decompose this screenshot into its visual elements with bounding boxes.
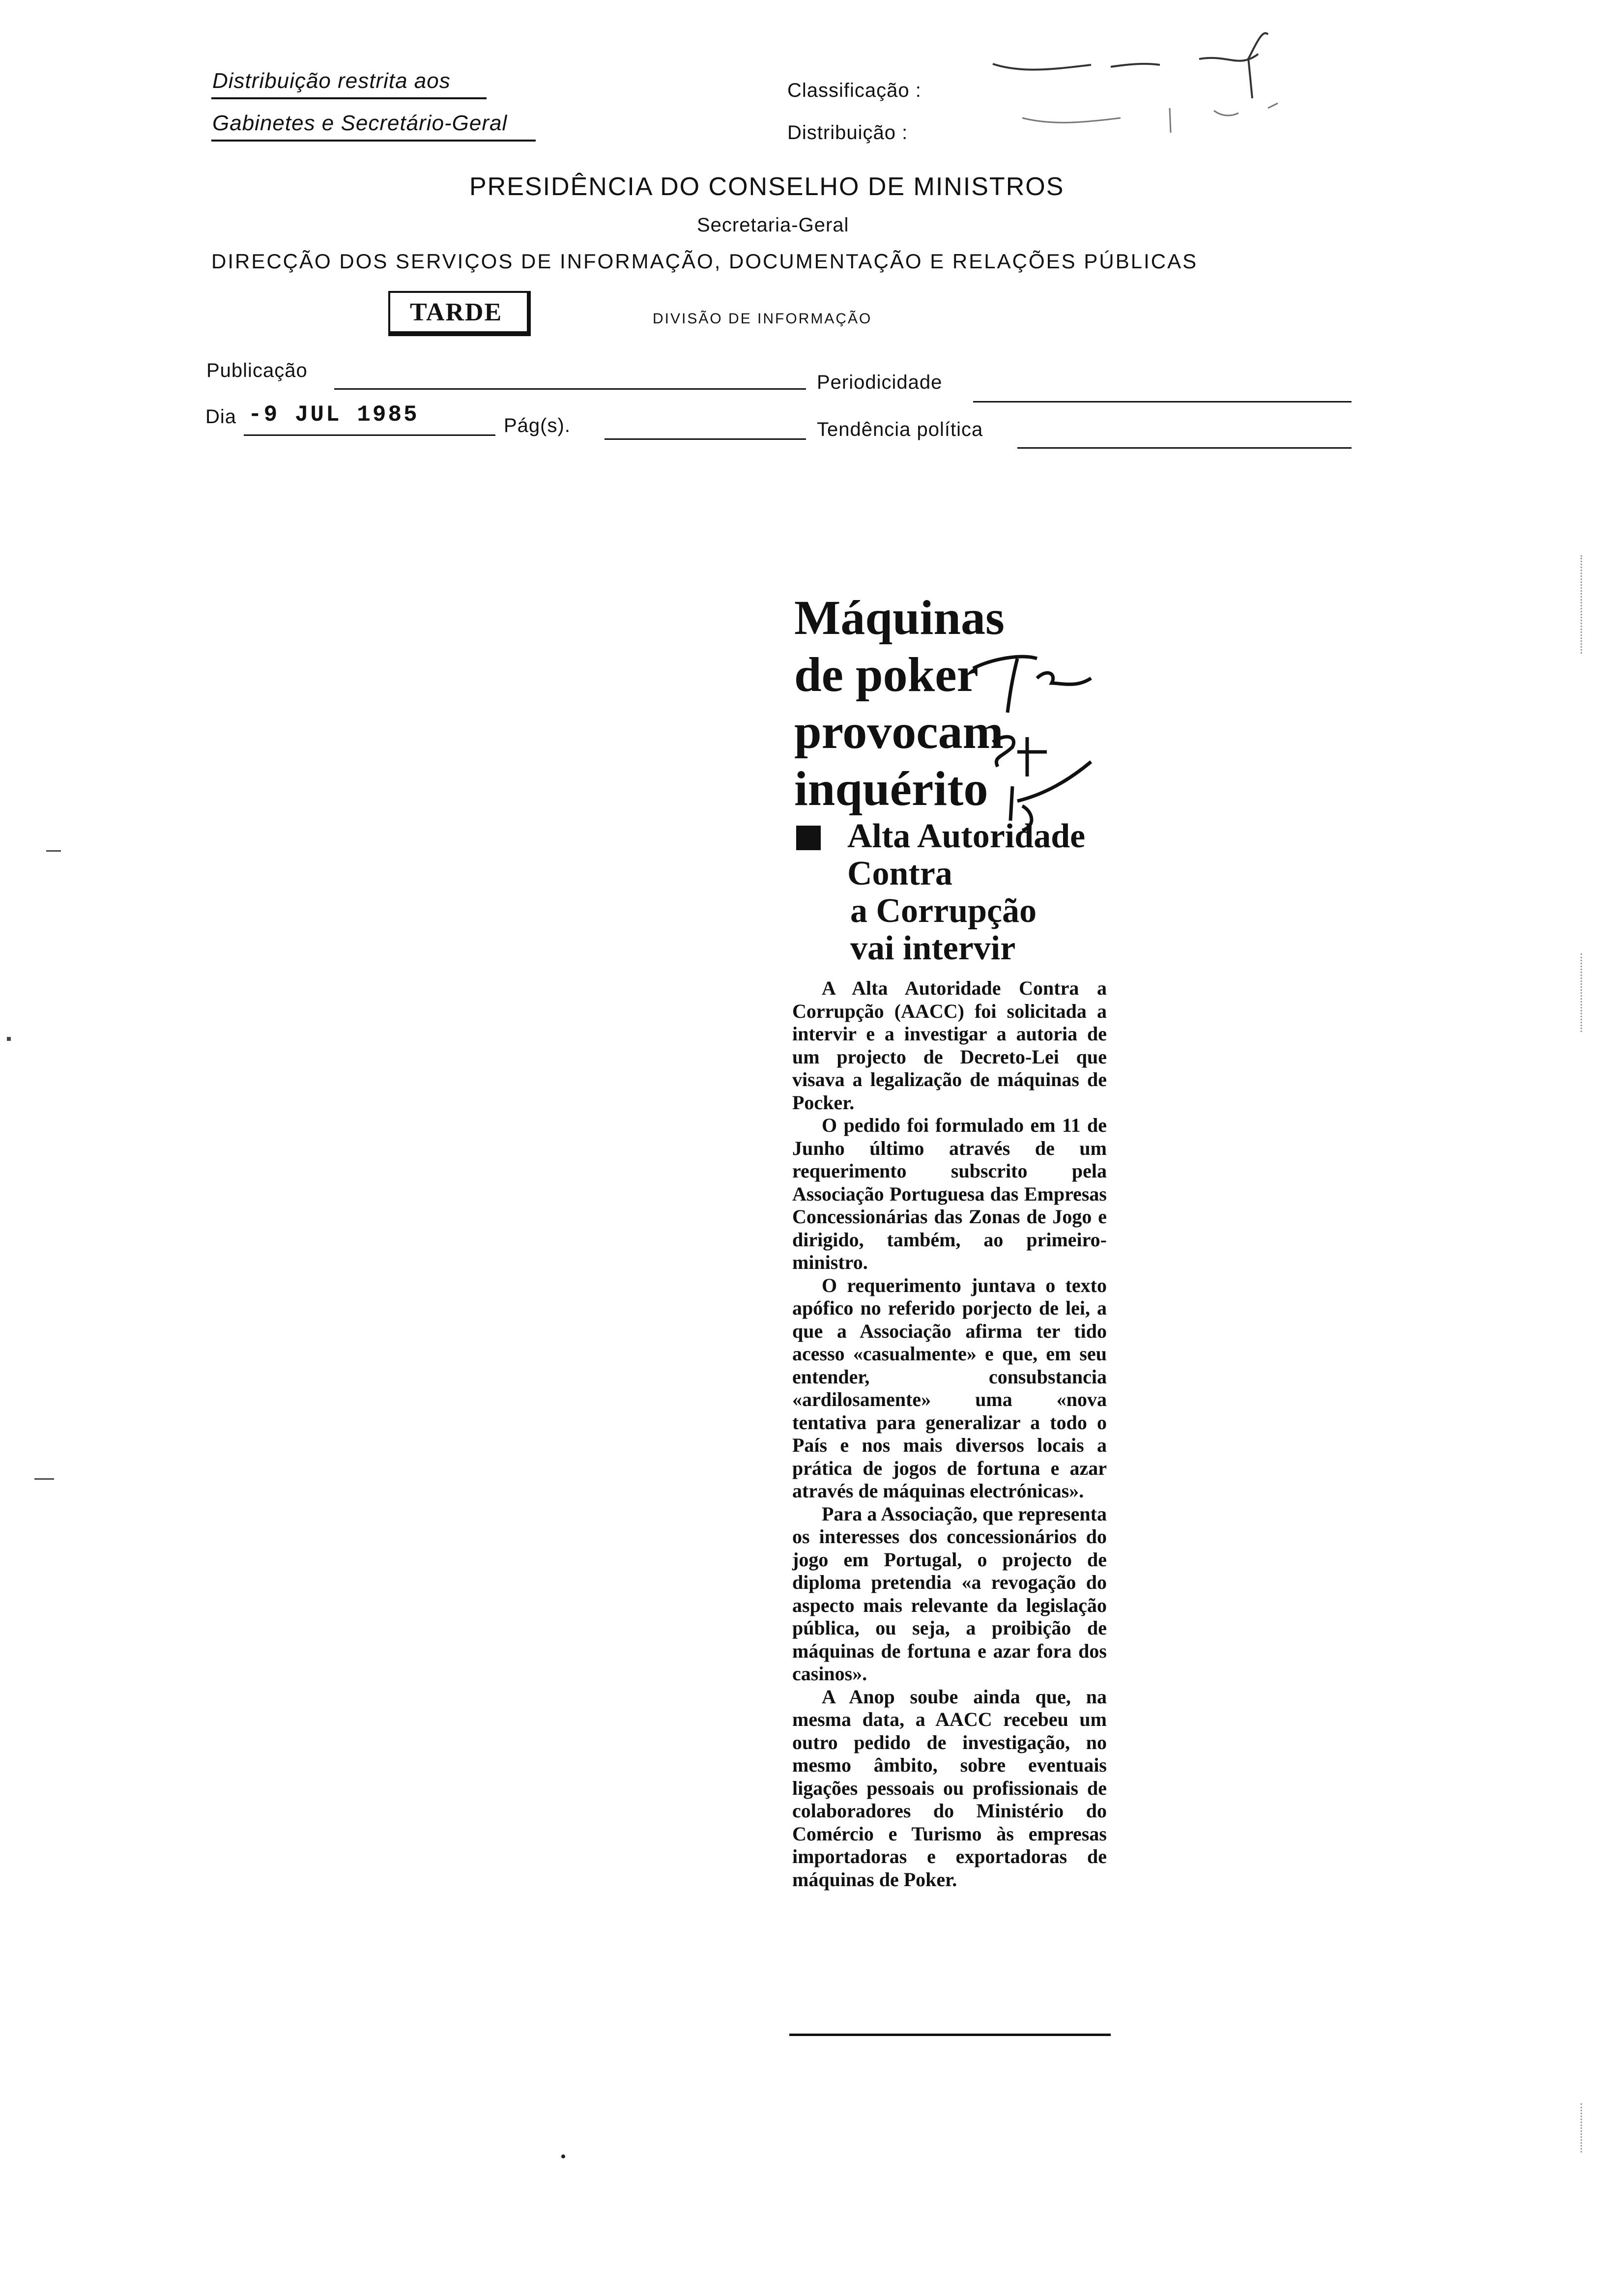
pages-label: Pág(s). <box>504 415 571 436</box>
headline-line-4: inquérito <box>794 761 988 816</box>
headline-line-3: provocam <box>794 704 1004 759</box>
distribution-restriction-line-1: Distribuição restrita aos <box>212 69 451 93</box>
underline-rule <box>211 97 487 99</box>
publication-line <box>334 388 806 390</box>
scan-mark <box>1581 2103 1584 2152</box>
date-stamp: -9 JUL 1985 <box>248 402 419 428</box>
scan-mark <box>46 850 61 852</box>
handwritten-annotation <box>963 639 1125 835</box>
political-tendency-line <box>1017 447 1352 449</box>
political-tendency-label: Tendência política <box>817 419 983 440</box>
general-secretariat-label: Secretaria-Geral <box>697 214 849 236</box>
periodicity-label: Periodicidade <box>817 372 943 393</box>
subheadline-line-3: a Corrupção <box>850 892 1037 930</box>
underline-rule <box>211 140 536 142</box>
date-line <box>244 434 495 436</box>
directorate-title: DIRECÇÃO DOS SERVIÇOS DE INFORMAÇÃO, DOCUMENTAÇÃO E RELAÇÕES PÚBLICAS <box>211 250 1198 273</box>
distribution-restriction-line-2: Gabinetes e Secretário-Geral <box>212 111 508 135</box>
bullet-square <box>796 826 821 850</box>
publication-label: Publicação <box>206 360 308 381</box>
day-label: Dia <box>205 406 237 428</box>
scan-mark <box>34 1478 54 1480</box>
tarde-stamp <box>388 291 531 336</box>
headline-line-2: de poker <box>794 647 979 702</box>
pages-line <box>604 438 806 440</box>
periodicity-line <box>973 401 1352 402</box>
article-paragraph: O requerimento juntava o texto apófico no referido porjecto de lei, a que a Associação afirma ter tido acesso «casualmente» e que, em seu entender, consubstancia «ardilosamente» uma «nova tentativa para generalizar a todo o País e nos mais diversos locais a prática de jogos de fortuna e azar através de máquinas electrónicas». <box>792 1274 1107 1502</box>
subheadline-line-4: vai intervir <box>850 929 1016 967</box>
handwritten-initials-scribble <box>983 20 1327 147</box>
headline-line-1: Máquinas <box>794 590 1005 645</box>
presidency-title: PRESIDÊNCIA DO CONSELHO DE MINISTROS <box>469 172 1065 201</box>
article-body <box>792 977 1107 1891</box>
article-paragraph: A Alta Autoridade Contra a Corrupção (AACC) foi solicitada a intervir e a investigar a autoria de um projecto de Decreto-Lei que visava a legalização de máquinas de Pocker. <box>792 977 1107 1114</box>
scan-mark <box>561 2154 565 2158</box>
classification-label: Classificação : <box>787 80 921 101</box>
scan-mark <box>1581 953 1584 1032</box>
subheadline-line-1: Alta Autoridade <box>847 817 1086 855</box>
scan-mark <box>7 1037 11 1041</box>
scan-mark <box>1581 555 1584 654</box>
article-paragraph: A Anop soube ainda que, na mesma data, a AACC recebeu um outro pedido de investigação, no mesmo âmbito, sobre eventuais ligações pessoais ou profissionais de colaboradores do Ministério do Comércio e Turismo às empresas importadoras e exportadoras de máquinas de Poker. <box>792 1685 1107 1891</box>
stamp-text: TARDE <box>410 298 503 326</box>
subheadline-line-2: Contra <box>847 855 952 892</box>
article-paragraph: Para a Associação, que representa os interesses dos concessionários do jogo em Portugal, o projecto de diploma pretendia «a revogação do aspecto mais relevante da legislação pública, ou seja, a proibição de máquinas de fortuna e azar fora dos casinos». <box>792 1502 1107 1685</box>
division-label: DIVISÃO DE INFORMAÇÃO <box>653 311 872 327</box>
article-end-rule <box>789 2034 1111 2036</box>
distribution-label: Distribuição : <box>787 122 908 144</box>
article-paragraph: O pedido foi formulado em 11 de Junho último através de um requerimento subscrito pela Associação Portuguesa das Empresas Concessionárias das Zonas de Jogo e dirigido, também, ao primeiro-ministro. <box>792 1114 1107 1273</box>
